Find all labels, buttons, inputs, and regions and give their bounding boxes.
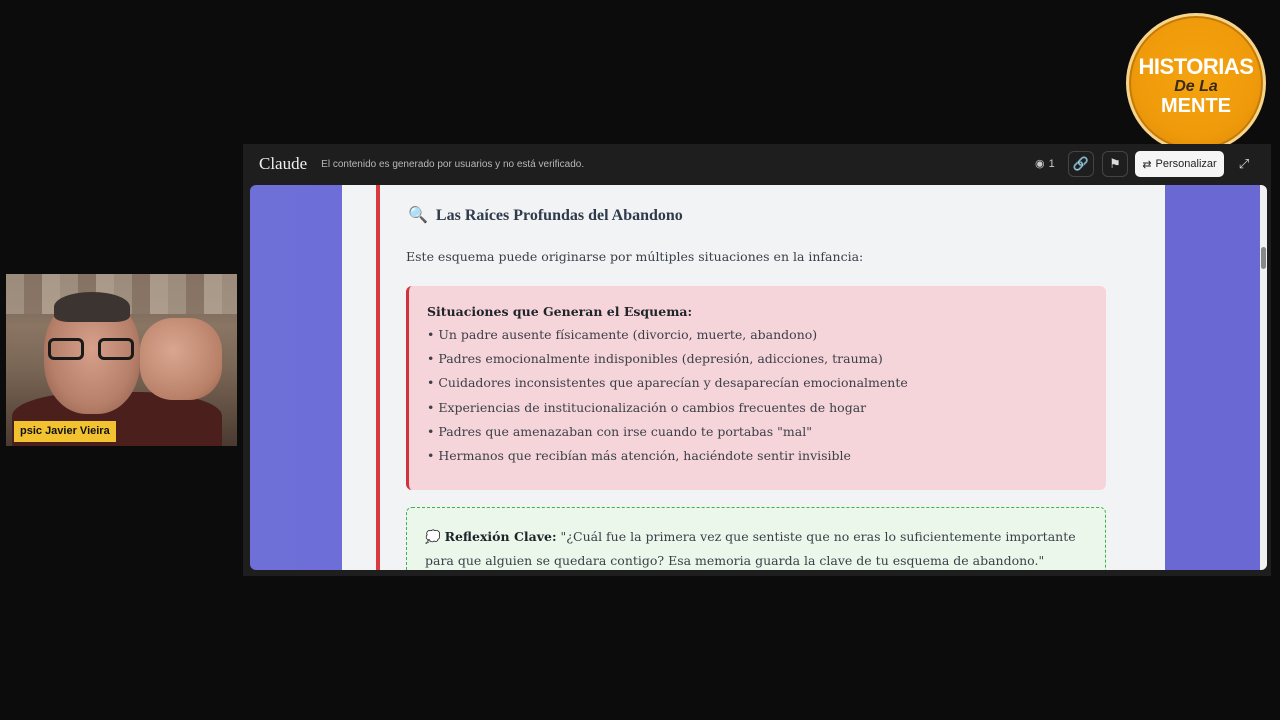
situations-box (406, 286, 1106, 490)
list-item: • Experiencias de institucionalización o cambios frecuentes de hogar (427, 400, 1088, 424)
situations-list (427, 327, 1088, 472)
claude-brand[interactable]: Claude (259, 154, 308, 173)
fullscreen-button[interactable] (1231, 151, 1257, 177)
presenter-glasses (48, 338, 134, 362)
view-count: 1 (1048, 157, 1055, 170)
webcam-video (6, 274, 237, 446)
list-item: • Cuidadores inconsistentes que aparecían y desaparecían emocionalmente (427, 375, 1088, 399)
thought-bubble-icon: 💭 (425, 529, 441, 544)
situations-title: Situaciones que Generan el Esquema: (427, 304, 693, 319)
flag-icon: ⚑ (1109, 156, 1121, 171)
presenter-hand (140, 318, 222, 400)
list-item: • Un padre ausente físicamente (divorcio, muerte, abandono) (427, 327, 1088, 351)
content-card (342, 185, 1165, 570)
claude-artifact-window (243, 144, 1271, 576)
shuffle-icon: ⇄ (1142, 158, 1152, 171)
list-item: • Padres que amenazaban con irse cuando te portabas "mal" (427, 424, 1088, 448)
scrollbar-track[interactable] (1260, 185, 1267, 570)
reflection-box (406, 507, 1106, 570)
reflection-text: "¿Cuál fue la primera vez que sentiste que no eras lo suficientemente importante para que alguien se quedara contigo? Esa memoria guarda la clave de tu esquema de abandono." (425, 529, 1076, 568)
reflection-label: Reflexión Clave: (444, 529, 557, 544)
list-item: • Hermanos que recibían más atención, haciéndote sentir invisible (427, 448, 1088, 472)
scrollbar-thumb[interactable] (1261, 247, 1266, 269)
intro-paragraph: Este esquema puede originarse por múltiples situaciones en la infancia: (406, 249, 864, 264)
view-counter (1035, 157, 1055, 170)
heading-text: Las Raíces Profundas del Abandono (435, 207, 683, 224)
logo-line-3: MENTE (1161, 95, 1231, 117)
copy-link-button[interactable] (1068, 151, 1094, 177)
report-button[interactable] (1102, 151, 1128, 177)
personalize-label: Personalizar (1155, 158, 1217, 170)
magnifier-icon: 🔍 (408, 207, 428, 224)
link-icon: 🔗 (1072, 156, 1090, 171)
section-heading (408, 205, 683, 225)
logo-line-2: De La (1174, 78, 1218, 95)
logo-line-1: HISTORIAS (1138, 54, 1254, 79)
channel-logo (1126, 13, 1266, 153)
accent-bar (376, 185, 380, 570)
presenter-hair (54, 292, 130, 322)
eye-icon: ◉ (1035, 158, 1045, 170)
personalize-button[interactable] (1135, 151, 1224, 177)
top-bar (243, 144, 1271, 184)
expand-icon: ⤢ (1238, 156, 1250, 171)
presenter-name-tag: psic Javier Vieira (14, 421, 116, 442)
list-item: • Padres emocionalmente indisponibles (depresión, adicciones, trauma) (427, 351, 1088, 375)
disclaimer-text: El contenido es generado por usuarios y no está verificado. (321, 158, 585, 170)
artifact-viewport[interactable] (250, 185, 1267, 570)
